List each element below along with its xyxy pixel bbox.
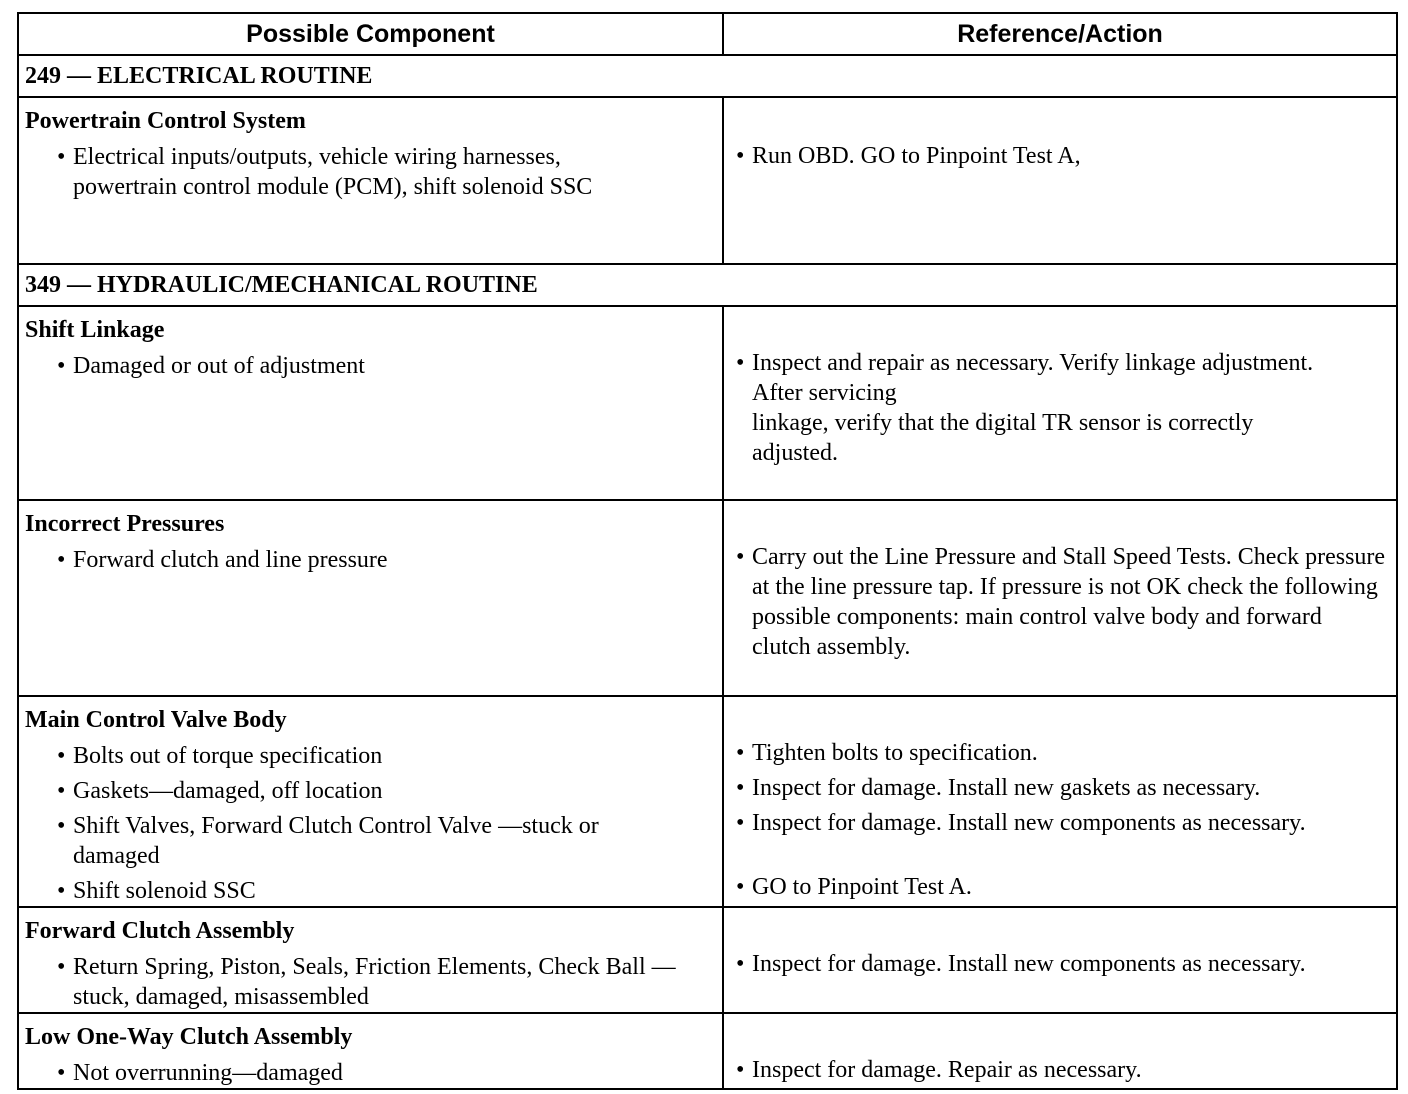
action-item: • Inspect for damage. Install new components as necessary. — [736, 949, 1386, 979]
table-header — [18, 13, 1397, 55]
header-reference-action: Reference/Action — [723, 13, 1397, 55]
component-item: • Electrical inputs/outputs, vehicle wiring harnesses, powertrain control module (PCM), shift solenoid SSC — [57, 142, 662, 202]
section-title: 249 — ELECTRICAL ROUTINE — [18, 55, 1397, 97]
component-cell — [18, 1013, 723, 1089]
component-item: • Forward clutch and line pressure — [57, 545, 722, 575]
table-row — [18, 306, 1397, 500]
component-item: • Shift Valves, Forward Clutch Control Valve —stuck or damaged — [57, 811, 682, 871]
diagnosis-table — [17, 12, 1398, 1090]
component-cell — [18, 500, 723, 696]
action-cell — [723, 907, 1397, 1013]
component-item: • Shift solenoid SSC — [57, 876, 722, 906]
component-item: • Return Spring, Piston, Seals, Friction Elements, Check Ball —stuck, damaged, misassembled — [57, 952, 692, 1012]
section-row — [18, 264, 1397, 306]
component-title: Low One-Way Clutch Assembly — [25, 1024, 353, 1050]
action-item: • GO to Pinpoint Test A. — [736, 872, 1386, 902]
component-title: Forward Clutch Assembly — [25, 918, 295, 944]
table-row — [18, 500, 1397, 696]
component-item: • Not overrunning—damaged — [57, 1058, 722, 1088]
component-cell — [18, 696, 723, 907]
action-item: • Inspect for damage. Repair as necessary. — [736, 1055, 1386, 1085]
component-item: • Bolts out of torque specification — [57, 741, 722, 771]
action-item: • Tighten bolts to specification. — [736, 738, 1386, 768]
section-title: 349 — HYDRAULIC/MECHANICAL ROUTINE — [18, 264, 1397, 306]
action-item: • Inspect for damage. Install new components as necessary. — [736, 808, 1386, 838]
action-line: • Inspect and repair as necessary. Verify linkage adjustment. After servicing — [752, 350, 1314, 406]
action-line: at the line pressure tap. If pressure is not OK check the following possible components: main control valve body and forward clutch assembly. — [752, 574, 1378, 660]
header-possible-component: Possible Component — [18, 13, 723, 55]
section-row — [18, 55, 1397, 97]
action-item — [736, 348, 1336, 468]
table-row — [18, 97, 1397, 264]
action-cell — [723, 1013, 1397, 1089]
table-row — [18, 907, 1397, 1013]
action-cell — [723, 97, 1397, 264]
action-cell — [723, 696, 1397, 907]
component-item: • Damaged or out of adjustment — [57, 351, 722, 381]
table-row — [18, 1013, 1397, 1089]
component-title: Powertrain Control System — [25, 108, 306, 134]
component-title: Shift Linkage — [25, 317, 165, 343]
component-title: Incorrect Pressures — [25, 511, 225, 537]
component-item: • Gaskets—damaged, off location — [57, 776, 722, 806]
action-item — [736, 542, 1386, 662]
component-cell — [18, 907, 723, 1013]
action-item: • Run OBD. GO to Pinpoint Test A, — [736, 141, 1386, 171]
action-line: • Carry out the Line Pressure and Stall Speed Tests. Check pressure — [752, 544, 1386, 570]
action-cell — [723, 500, 1397, 696]
component-cell — [18, 306, 723, 500]
action-line: linkage, verify that the digital TR sensor is correctly adjusted. — [752, 410, 1254, 466]
table-row — [18, 696, 1397, 907]
action-item: • Inspect for damage. Install new gaskets as necessary. — [736, 773, 1386, 803]
component-cell — [18, 97, 723, 264]
action-cell — [723, 306, 1397, 500]
component-title: Main Control Valve Body — [25, 707, 287, 733]
